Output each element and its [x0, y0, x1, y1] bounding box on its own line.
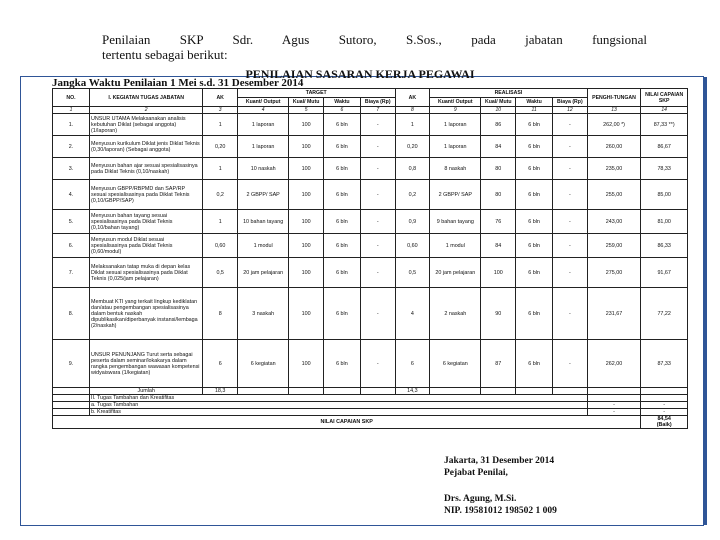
kreatifitas-nilai: - — [641, 409, 688, 416]
table-row — [53, 288, 688, 340]
row-realisasi-kual: 100 — [481, 258, 516, 288]
jumlah-ak: 18,3 — [203, 388, 238, 395]
row-ak-realisasi: 0,5 — [395, 258, 430, 288]
row-target-biaya: - — [360, 340, 395, 388]
col-number: 2 — [90, 107, 203, 114]
header-realisasi-kual: Kual/ Mutu — [481, 98, 516, 107]
row-penghitungan: 262,00 *) — [587, 114, 641, 136]
row-target-biaya: - — [360, 210, 395, 234]
skp-table-body — [53, 114, 688, 388]
row-no: 9. — [53, 340, 90, 388]
row-realisasi-kual: 80 — [481, 180, 516, 210]
row-no: 7. — [53, 258, 90, 288]
row-realisasi-biaya: - — [553, 136, 588, 158]
nilai-capaian-row — [53, 416, 688, 429]
row-ak: 1 — [203, 158, 238, 180]
row-target-kuant: 1 modul — [238, 234, 289, 258]
row-nilai-capaian: 87,33 **) — [641, 114, 688, 136]
row-ak: 0,60 — [203, 234, 238, 258]
row-target-kual: 100 — [289, 288, 324, 340]
row-realisasi-kuant: 9 bahan tayang — [430, 210, 481, 234]
row-realisasi-kuant: 8 naskah — [430, 158, 481, 180]
row-target-biaya: - — [360, 180, 395, 210]
row-nilai-capaian: 87,33 — [641, 340, 688, 388]
header-ak: AK — [203, 89, 238, 107]
row-nilai-capaian: 77,22 — [641, 288, 688, 340]
row-target-kual: 100 — [289, 234, 324, 258]
row-kegiatan: Melaksanakan tatap muka di depan kelas Diklat sesuai spesialisasinya pada Diklat Teknis (0,025/jam pelajaran) — [90, 258, 203, 288]
row-realisasi-waktu: 6 bln — [516, 258, 553, 288]
row-target-kual: 100 — [289, 340, 324, 388]
row-target-biaya: - — [360, 114, 395, 136]
row-kegiatan: Menyusun kurikulum Diklat jenis Diklat Teknis (0,30/laporan) (Sebagai anggota) — [90, 136, 203, 158]
row-realisasi-waktu: 6 bln — [516, 234, 553, 258]
row-ak: 1 — [203, 210, 238, 234]
row-penghitungan: 231,67 — [587, 288, 641, 340]
intro-line-2: tertentu sebagai berikut: — [102, 47, 228, 62]
signer-name: Drs. Agung, M.Si. — [444, 494, 517, 504]
nilai-capaian-cell — [641, 416, 688, 429]
row-ak: 1 — [203, 114, 238, 136]
row-ak: 0,20 — [203, 136, 238, 158]
header-target: TARGET — [238, 89, 396, 98]
row-target-kuant: 6 kegiatan — [238, 340, 289, 388]
row-target-kuant: 20 jam pelajaran — [238, 258, 289, 288]
row-ak-realisasi: 0,9 — [395, 210, 430, 234]
table-row — [53, 210, 688, 234]
row-target-kual: 100 — [289, 258, 324, 288]
table-row — [53, 158, 688, 180]
row-penghitungan: 260,00 — [587, 136, 641, 158]
row-target-kuant: 10 bahan tayang — [238, 210, 289, 234]
col-number: 5 — [289, 107, 324, 114]
row-no: 5. — [53, 210, 90, 234]
tugas-tambahan-label: a. Tugas Tambahan — [90, 402, 588, 409]
row-realisasi-kual: 84 — [481, 136, 516, 158]
nilai-capaian-label: NILAI CAPAIAN SKP — [53, 416, 641, 429]
row-target-kual: 100 — [289, 158, 324, 180]
row-kegiatan: Menyusun modul Diklat sesuai spesialisasinya pada Diklat Teknis (0,60/modul) — [90, 234, 203, 258]
row-realisasi-waktu: 6 bln — [516, 288, 553, 340]
header-target-waktu: Waktu — [323, 98, 360, 107]
row-target-biaya: - — [360, 234, 395, 258]
row-realisasi-kual: 90 — [481, 288, 516, 340]
row-no: 6. — [53, 234, 90, 258]
header-target-kual: Kual/ Mutu — [289, 98, 324, 107]
col-number: 7 — [360, 107, 395, 114]
col-number: 12 — [553, 107, 588, 114]
row-realisasi-waktu: 6 bln — [516, 136, 553, 158]
row-ak-realisasi: 1 — [395, 114, 430, 136]
row-kegiatan: UNSUR PENUNJANG Turut serta sebagai peserta dalam seminar/lokakarya dalam rangka pengembangan wawasan kompetensi widyaiswara (1/kegiatan) — [90, 340, 203, 388]
row-target-kual: 100 — [289, 136, 324, 158]
header-target-kuant: Kuant/ Output — [238, 98, 289, 107]
row-realisasi-kual: 84 — [481, 234, 516, 258]
row-kegiatan: Menyusun bahan tayang sesuai spesialisasinya pada Diklat Teknis (0,10/bahan tayang) — [90, 210, 203, 234]
row-target-waktu: 6 bln — [323, 234, 360, 258]
header-no: NO. — [53, 89, 90, 107]
col-number: 9 — [430, 107, 481, 114]
row-realisasi-waktu: 6 bln — [516, 114, 553, 136]
row-realisasi-biaya: - — [553, 210, 588, 234]
row-nilai-capaian: 85,00 — [641, 180, 688, 210]
row-realisasi-kuant: 6 kegiatan — [430, 340, 481, 388]
row-target-waktu: 6 bln — [323, 158, 360, 180]
nilai-capaian-value: 84,54 — [657, 416, 671, 422]
row-realisasi-kuant: 2 GBPP/ SAP — [430, 180, 481, 210]
document-page — [22, 22, 698, 526]
row-no: 8. — [53, 288, 90, 340]
table-row — [53, 114, 688, 136]
row-kegiatan: Menyusun GBPP/RBPMD dan SAP/RP sesuai spesialisasinya pada Diklat Teknis (0,10/GBPP/SAP) — [90, 180, 203, 210]
document-title: PENILAIAN SASARAN KERJA PEGAWAI — [245, 67, 475, 81]
row-target-waktu: 6 bln — [323, 180, 360, 210]
col-number: 14 — [641, 107, 688, 114]
row-ak: 0,5 — [203, 258, 238, 288]
row-realisasi-kuant: 2 naskah — [430, 288, 481, 340]
header-penghitungan: PENGHI-TUNGAN — [587, 89, 641, 107]
row-ak-realisasi: 0,8 — [395, 158, 430, 180]
row-kegiatan: UNSUR UTAMA Melaksanakan analisis kebutuhan Diklat (sebagai anggota) (1/laporan) — [90, 114, 203, 136]
kreatifitas-row — [53, 409, 688, 416]
row-target-waktu: 6 bln — [323, 210, 360, 234]
header-ak-realisasi: AK — [395, 89, 430, 107]
row-nilai-capaian: 86,33 — [641, 234, 688, 258]
table-row — [53, 234, 688, 258]
col-number: 8 — [395, 107, 430, 114]
row-realisasi-kual: 87 — [481, 340, 516, 388]
col-number: 11 — [516, 107, 553, 114]
row-target-kual: 100 — [289, 114, 324, 136]
column-number-row — [53, 107, 688, 114]
row-ak: 8 — [203, 288, 238, 340]
table-row — [53, 180, 688, 210]
row-realisasi-waktu: 6 bln — [516, 210, 553, 234]
row-penghitungan: 262,00 — [587, 340, 641, 388]
col-number: 4 — [238, 107, 289, 114]
header-realisasi-kuant: Kuant/ Output — [430, 98, 481, 107]
row-target-kual: 100 — [289, 210, 324, 234]
row-ak-realisasi: 0,60 — [395, 234, 430, 258]
row-target-biaya: - — [360, 258, 395, 288]
kreatifitas-label: b. Kreatifitas — [90, 409, 588, 416]
row-target-kuant: 3 naskah — [238, 288, 289, 340]
header-target-biaya: Biaya (Rp) — [360, 98, 395, 107]
row-no: 3. — [53, 158, 90, 180]
row-target-biaya: - — [360, 158, 395, 180]
row-realisasi-kual: 86 — [481, 114, 516, 136]
row-target-kuant: 1 laporan — [238, 136, 289, 158]
col-number: 10 — [481, 107, 516, 114]
row-realisasi-waktu: 6 bln — [516, 340, 553, 388]
row-no: 4. — [53, 180, 90, 210]
row-target-waktu: 6 bln — [323, 136, 360, 158]
row-penghitungan: 243,00 — [587, 210, 641, 234]
row-realisasi-biaya: - — [553, 114, 588, 136]
jumlah-row — [53, 388, 688, 395]
col-number: 1 — [53, 107, 90, 114]
tugas-tambahan-hitung: - — [587, 402, 641, 409]
row-realisasi-biaya: - — [553, 340, 588, 388]
intro-line-1: Penilaian SKP Sdr. Agus Sutoro, S.Sos., pada jabatan fungsional — [102, 32, 647, 47]
row-realisasi-kuant: 1 laporan — [430, 114, 481, 136]
row-penghitungan: 235,00 — [587, 158, 641, 180]
row-penghitungan: 259,00 — [587, 234, 641, 258]
header-realisasi: REALISASI — [430, 89, 588, 98]
row-ak-realisasi: 0,2 — [395, 180, 430, 210]
tugas-tambahan-header-row — [53, 395, 688, 402]
row-kegiatan: Menyusun bahan ajar sesuai spesialisasinya pada Diklat Teknis (0,10/naskah) — [90, 158, 203, 180]
row-ak-realisasi: 6 — [395, 340, 430, 388]
row-nilai-capaian: 91,67 — [641, 258, 688, 288]
row-penghitungan: 255,00 — [587, 180, 641, 210]
row-realisasi-waktu: 6 bln — [516, 180, 553, 210]
table-row — [53, 136, 688, 158]
tugas-tambahan-title: II. Tugas Tambahan dan Kreatifitas — [90, 395, 588, 402]
header-nilai-capaian: NILAI CAPAIAN SKP — [641, 89, 688, 107]
row-kegiatan: Membuat KTI yang terkait lingkup kediklatan dan/atau pengembangan spesialisasinya dalam bentuk naskah dipublikasikan/diperbanyak instansi/lembaga (2/naskah) — [90, 288, 203, 340]
table-row — [53, 258, 688, 288]
nilai-capaian-note: (Baik) — [656, 422, 672, 428]
row-target-kuant: 1 laporan — [238, 114, 289, 136]
row-target-kuant: 10 naskah — [238, 158, 289, 180]
row-realisasi-biaya: - — [553, 234, 588, 258]
header-kegiatan: I. KEGIATAN TUGAS JABATAN — [90, 89, 203, 107]
row-realisasi-biaya: - — [553, 158, 588, 180]
jumlah-ak-realisasi: 14,3 — [395, 388, 430, 395]
row-realisasi-waktu: 6 bln — [516, 158, 553, 180]
tugas-tambahan-nilai: - — [641, 402, 688, 409]
header-realisasi-biaya: Biaya (Rp) — [553, 98, 588, 107]
tugas-tambahan-row — [53, 402, 688, 409]
col-number: 13 — [587, 107, 641, 114]
row-target-waktu: 6 bln — [323, 114, 360, 136]
row-target-kual: 100 — [289, 180, 324, 210]
row-target-kuant: 2 GBPP/ SAP — [238, 180, 289, 210]
jumlah-label: Jumlah — [90, 388, 203, 395]
row-nilai-capaian: 86,67 — [641, 136, 688, 158]
row-realisasi-biaya: - — [553, 288, 588, 340]
intro-paragraph — [102, 32, 647, 62]
row-ak-realisasi: 0,20 — [395, 136, 430, 158]
row-no: 2. — [53, 136, 90, 158]
signer-nip: NIP. 19581012 198502 1 009 — [444, 506, 557, 516]
row-nilai-capaian: 81,00 — [641, 210, 688, 234]
row-ak-realisasi: 4 — [395, 288, 430, 340]
row-nilai-capaian: 78,33 — [641, 158, 688, 180]
row-no: 1. — [53, 114, 90, 136]
row-penghitungan: 275,00 — [587, 258, 641, 288]
skp-table — [52, 88, 688, 429]
row-target-biaya: - — [360, 288, 395, 340]
row-realisasi-biaya: - — [553, 180, 588, 210]
row-realisasi-kuant: 1 modul — [430, 234, 481, 258]
row-realisasi-kuant: 1 laporan — [430, 136, 481, 158]
row-realisasi-kuant: 20 jam pelajaran — [430, 258, 481, 288]
kreatifitas-hitung: - — [587, 409, 641, 416]
signature-place-date: Jakarta, 31 Desember 2014 — [444, 456, 555, 466]
col-number: 3 — [203, 107, 238, 114]
signature-role: Pejabat Penilai, — [444, 468, 508, 478]
row-target-biaya: - — [360, 136, 395, 158]
row-target-waktu: 6 bln — [323, 340, 360, 388]
header-realisasi-waktu: Waktu — [516, 98, 553, 107]
col-number: 6 — [323, 107, 360, 114]
table-row — [53, 340, 688, 388]
row-ak: 6 — [203, 340, 238, 388]
assessment-period: Jangka Waktu Penilaian 1 Mei s.d. 31 Desember 2014 — [52, 77, 304, 89]
row-ak: 0,2 — [203, 180, 238, 210]
row-realisasi-kual: 76 — [481, 210, 516, 234]
row-realisasi-biaya: - — [553, 258, 588, 288]
row-realisasi-kual: 80 — [481, 158, 516, 180]
row-target-waktu: 6 bln — [323, 258, 360, 288]
row-target-waktu: 6 bln — [323, 288, 360, 340]
